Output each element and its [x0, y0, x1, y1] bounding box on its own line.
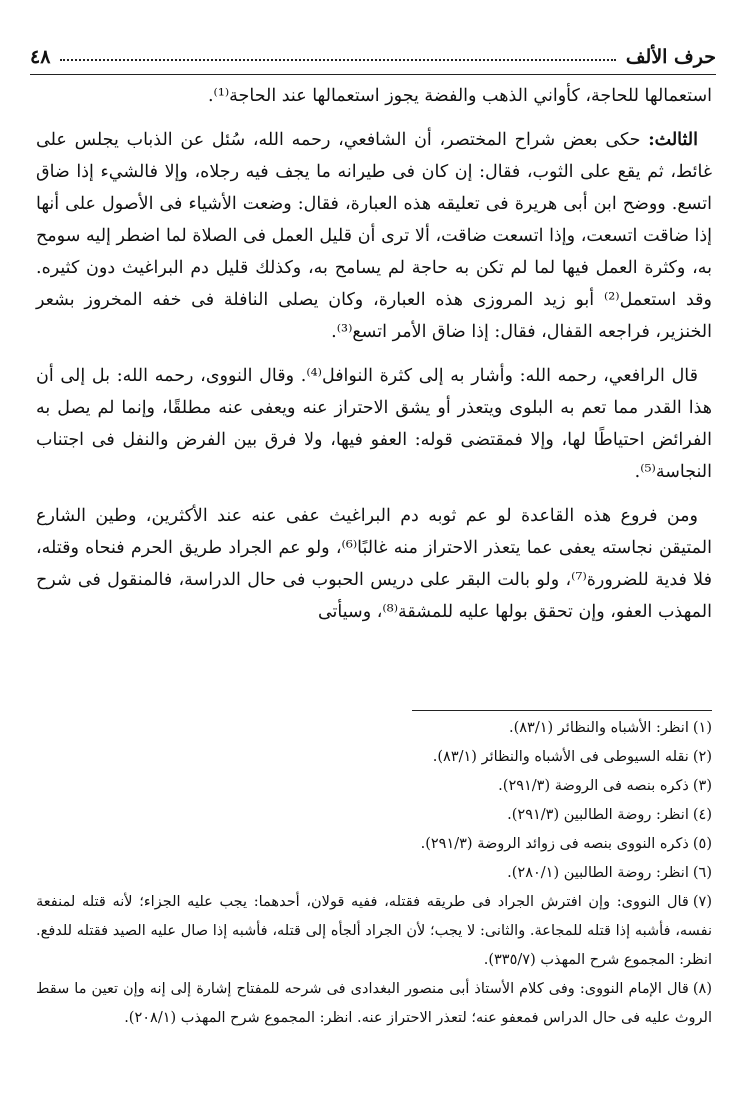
paragraph-2 [36, 124, 712, 348]
footnote [36, 888, 712, 975]
footnote [36, 830, 712, 859]
footnote-text: قال الإمام النووى: وفى كلام الأستاذ أبى منصور البغدادى فى شرحه للمفتاح إشارة إلى إنه وإن تعين ما سقط الروث عليه فى حال الدراس فمعفو عنه؛ لتعذر الاحتراز عنه. انظر: المجموع شرح المهذب (٢٠٨/١). [36, 981, 712, 1026]
footnote-text: ذكره بنصه فى الروضة (٢٩١/٣). [498, 778, 689, 794]
footnote [36, 714, 712, 743]
footnote [36, 743, 712, 772]
paragraph-1 [36, 80, 712, 112]
footnote-text: انظر: روضة الطالبين (٢٨٠/١). [507, 865, 689, 881]
header-rule [30, 74, 716, 75]
footnote-text: انظر: روضة الطالبين (٢٩١/٣). [507, 807, 689, 823]
footnote-number: (٢) [692, 749, 712, 765]
footnote-text: انظر: الأشباه والنظائر (٨٣/١). [508, 720, 689, 736]
footnote-text: نقله السيوطى فى الأشباه والنظائر (٨٣/١). [432, 749, 689, 765]
footnote [36, 772, 712, 801]
footnote-number: (٨) [692, 981, 712, 997]
footnote-number: (٤) [692, 807, 712, 823]
paragraph-4-text: ومن فروع هذه القاعدة لو عم ثوبه دم البراغيث عفى عنه عند الأكثرين، وطين الشارع المتيقن نجاسته يعفى عما يتعذر الاحتراز منه غالبًا⁽⁶⁾، ولو عم الجراد طريق الحرم فنحاه وقتله، فلا فدية للضرورة⁽⁷⁾، ولو بالت البقر على دريس الحبوب فى حال الدراسة، فالمنقول فى شرح المهذب العفو، وإن تحقق بولها عليه للمشقة⁽⁸⁾، وسيأتى [36, 506, 712, 622]
running-title: حرف الألف [625, 46, 716, 68]
footnote-number: (٧) [692, 894, 712, 910]
page-header [30, 38, 716, 68]
page-number: ٤٨ [30, 46, 51, 68]
paragraph-4 [36, 500, 712, 628]
footnote-number: (١) [692, 720, 712, 736]
footnote [36, 801, 712, 830]
paragraph-3-text: قال الرافعي، رحمه الله: وأشار به إلى كثرة النوافل⁽⁴⁾. وقال النووى، رحمه الله: بل إلى أن هذا القدر مما تعم به البلوى ويتعذر أو يشق الاحتراز عنه ويعفى عنه مطلقًا، وإنما لم يصل به الفرائض احتياطًا لها، وإلا فمقتضى قوله: العفو فيها، ولا فرق بين الفرض والنفل فى اجتناب النجاسة⁽⁵⁾. [36, 366, 712, 482]
footnote-number: (٣) [692, 778, 712, 794]
footnote-text: ذكره النووى بنصه فى زوائد الروضة (٢٩١/٣). [420, 836, 689, 852]
header-dotted-leader [60, 59, 615, 61]
paragraph-2-text: حكى بعض شراح المختصر، أن الشافعي، رحمه الله، سُئل عن الذباب يجلس على غائط، ثم يقع على الثوب، فقال: إن كان فى طيرانه ما يجف فيه رجلاه، وإلا فالشيء إذا ضاق اتسع. ووضح ابن أبى هريرة فى تعليقه هذه العبارة، فقال: وضعت الأشياء فى الأصول على أنها إذا ضاقت اتسعت، وإذا اتسعت ضاقت، ألا ترى أن قليل العمل فى الصلاة لما اضطر إليه سومح به، وكثرة العمل فيها لما لم تكن به حاجة لم يسامح به، وكذلك قليل دم البراغيث دون كثيره. وقد استعمل⁽²⁾ أبو زيد المروزى هذه العبارة، وكان يصلى النافلة فى خفه المخروز بشعر الخنزير، فراجعه القفال، فقال: إذا ضاق الأمر اتسع⁽³⁾. [36, 130, 712, 342]
footnotes-rule [412, 710, 712, 711]
footnote-text: قال النووى: وإن افترش الجراد فى طريقه فقتله، ففيه قولان، أحدهما: يجب عليه الجزاء؛ لأنه قتله لمنفعة نفسه، فأشبه إذا قتله للمجاعة. والثانى: لا يجب؛ لأن الجراد ألجأه إلى قتله، فأشبه إذا صال عليه الصيد فقتله للدفع. انظر: المجموع شرح المهذب (٣٣٥/٧). [36, 894, 712, 968]
main-text [36, 80, 712, 640]
footnote-number: (٦) [692, 865, 712, 881]
footnote [36, 859, 712, 888]
section-label-third: الثالث: [648, 130, 698, 150]
paragraph-1-text: استعمالها للحاجة، كأواني الذهب والفضة يجوز استعمالها عند الحاجة⁽¹⁾. [207, 86, 712, 106]
footnote [36, 975, 712, 1033]
footnote-number: (٥) [692, 836, 712, 852]
paragraph-3 [36, 360, 712, 488]
footnotes [36, 714, 712, 1033]
